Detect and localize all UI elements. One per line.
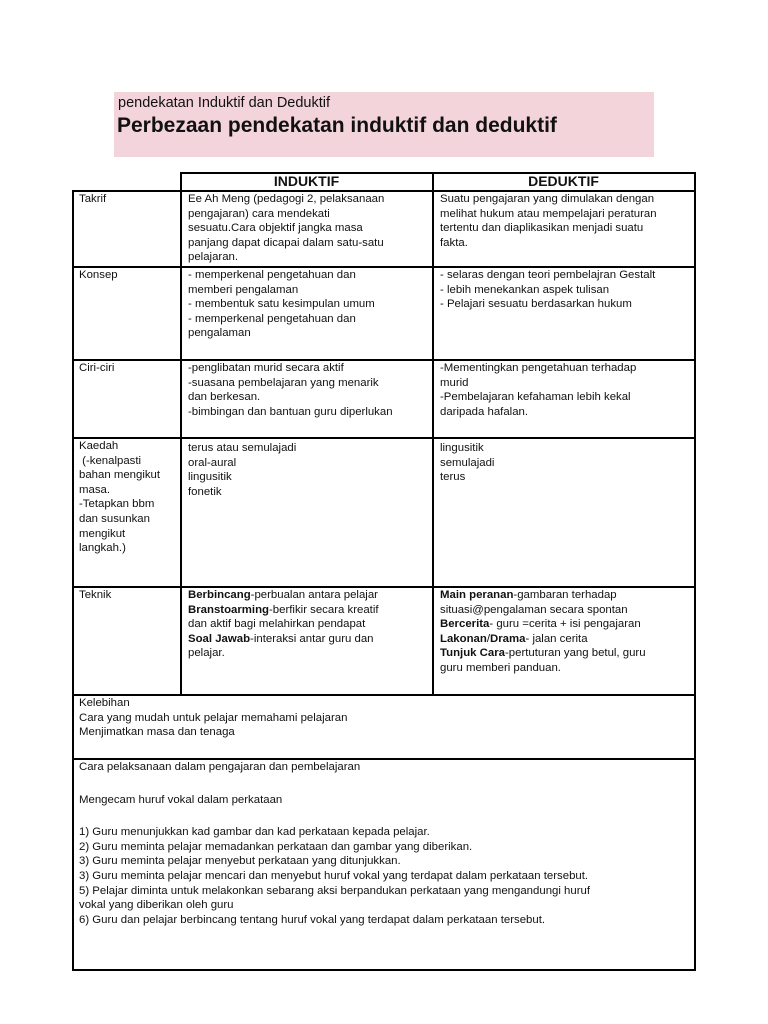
list-item: 3) Guru meminta pelajar menyebut perkataan yang ditunjukkan. (79, 855, 401, 868)
kaedah-deduktif: lingusitik semulajadi terus (440, 442, 495, 484)
takrif-deduktif: Suatu pengajaran yang dimulakan dengan melihat hukum atau mempelajari peraturan tertentu dan diaplikasikan menjadi suatu fakta. (440, 193, 657, 249)
column-header-deduktif: DEDUKTIF (528, 173, 599, 189)
list-item: vokal yang diberikan oleh guru (79, 899, 234, 912)
konsep-induktif: - memperkenal pengetahuan dan memberi pengalaman - membentuk satu kesimpulan umum - memperkenal pengetahuan dan pengalaman (188, 269, 375, 340)
teknik-deduktif: Main peranan-gambaran terhadap situasi@pengalaman secara spontan Bercerita- guru =cerita + isi pengajaran Lakonan/Drama- jalan cerita Tunjuk Cara-pertuturan yang betul, guru guru memberi panduan. (440, 589, 646, 674)
list-item: 3) Guru meminta pelajar mencari dan menyebut huruf vokal yang terdapat dalam perkataan tersebut. (79, 869, 589, 882)
list-item: 1) Guru menunjukkan kad gambar dan kad perkataan kepada pelajar. (79, 826, 430, 839)
kaedah-induktif: terus atau semulajadi oral-aural lingusitik fonetik (188, 442, 297, 498)
ciri-induktif: -penglibatan murid secara aktif -suasana pembelajaran yang menarik dan berkesan. -bimbingan dan bantuan guru diperlukan (188, 362, 393, 418)
pelaksanaan-section (73, 760, 693, 927)
list-item: 6) Guru dan pelajar berbincang tentang huruf vokal yang terdapat dalam perkataan tersebut. (79, 913, 546, 926)
header-banner (114, 92, 654, 157)
page-subtitle: pendekatan Induktif dan Deduktif (118, 95, 331, 111)
column-header-induktif: INDUKTIF (273, 173, 340, 189)
ciri-deduktif: -Mementingkan pengetahuan terhadap murid -Pembelajaran kefahaman lebih kekal daripada hafalan. (440, 362, 637, 418)
pelaksanaan-subheading: Mengecam huruf vokal dalam perkataan (79, 793, 283, 806)
row-label-takrif: Takrif (79, 193, 107, 205)
page-title: Perbezaan pendekatan induktif dan deduktif (117, 114, 557, 137)
kelebihan-section: Kelebihan Cara yang mudah untuk pelajar memahami pelajaran Menjimatkan masa dan tenaga (79, 697, 348, 739)
list-item: 2) Guru meminta pelajar memadankan perkataan dan gambar yang diberikan. (79, 840, 473, 853)
konsep-deduktif: - selaras dengan teori pembelajran Gestalt - lebih menekankan aspek tulisan - Pelajari sesuatu berdasarkan hukum (440, 269, 656, 311)
pelaksanaan-heading: Cara pelaksanaan dalam pengajaran dan pembelajaran (79, 761, 361, 773)
row-label-ciri: Ciri-ciri (79, 362, 115, 374)
teknik-induktif: Berbincang-perbualan antara pelajar Branstoarming-berfikir secara kreatif dan aktif bagi melahirkan pendapat Soal Jawab-interaksi antar guru dan pelajar. (188, 589, 379, 660)
takrif-induktif: Ee Ah Meng (pedagogi 2, pelaksanaan pengajaran) cara mendekati sesuatu.Cara objektif jangka masa panjang dapat dicapai dalam satu-satu pelajaran. (188, 193, 385, 264)
row-label-konsep: Konsep (79, 269, 118, 281)
row-label-teknik: Teknik (79, 589, 112, 601)
row-label-kaedah: Kaedah (-kenalpasti bahan mengikut masa. -Tetapkan bbm dan susunkan mengikut langkah.) (79, 440, 161, 555)
list-item: 5) Pelajar diminta untuk melakonkan sebarang aksi berpandukan perkataan yang mengandungi huruf (79, 884, 591, 897)
